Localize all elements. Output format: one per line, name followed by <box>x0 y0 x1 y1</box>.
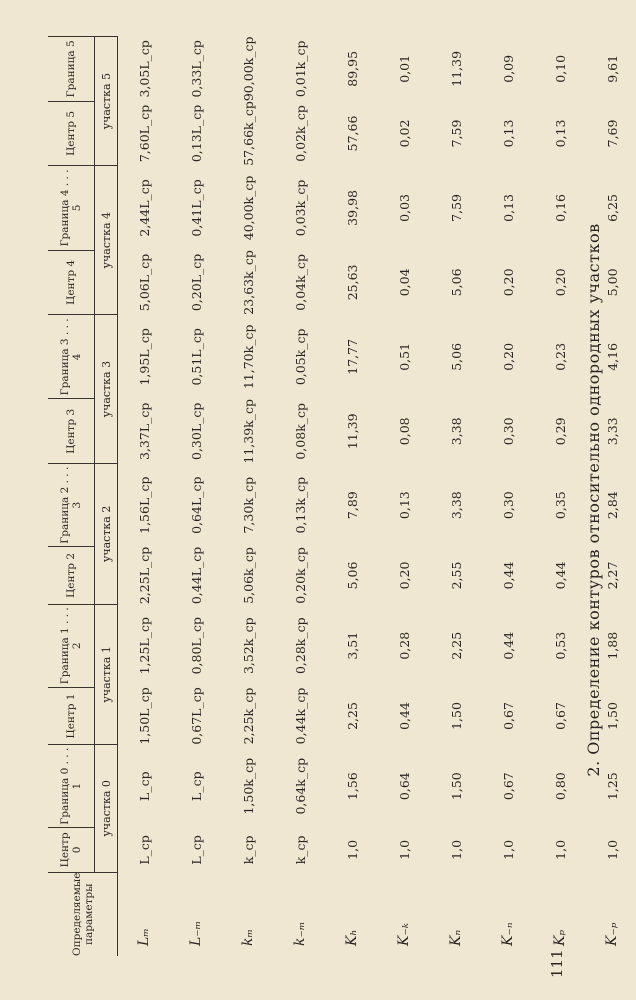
table-cell: 0,13 <box>552 119 568 148</box>
table-cell: 89,95 <box>344 50 360 87</box>
table-cell: 0,08k_cp <box>292 402 308 460</box>
contours-table <box>48 36 636 956</box>
table-body <box>118 37 636 957</box>
table-cell: 2,25k_cp <box>240 687 256 745</box>
table-cell: 0,01k_cp <box>292 40 308 98</box>
table-cell: 1,0 <box>344 839 360 860</box>
table-row <box>534 37 586 957</box>
table-cell: 1,56 <box>344 772 360 801</box>
group-label: участка 5 <box>95 37 118 166</box>
table-cell: 5,06 <box>448 268 464 297</box>
table-cell: 0,44 <box>500 561 516 590</box>
col-header: Центр 5 <box>48 101 95 166</box>
table-cell: 1,0 <box>396 839 412 860</box>
table-cell: 7,59 <box>448 119 464 148</box>
table-cell: 1,0 <box>552 839 568 860</box>
col-header: Центр 3 <box>48 399 95 464</box>
table-cell: 1,50L_cp <box>136 687 152 745</box>
table-cell: 6,25 <box>604 194 620 222</box>
table-cell: 1,25L_cp <box>136 617 152 675</box>
group-label: участка 2 <box>95 464 118 605</box>
table-cell: 25,63 <box>344 264 360 301</box>
group-label: участка 4 <box>95 166 118 315</box>
table-cell: 1,88 <box>604 631 620 660</box>
table-cell: 17,77 <box>344 338 360 375</box>
table-cell: 0,04 <box>396 268 412 297</box>
table-cell: 0,20 <box>396 561 412 590</box>
table-cell: 0,67 <box>500 772 516 801</box>
table-cell: 5,06 <box>344 561 360 590</box>
row-param-name: Lₘ <box>136 928 152 946</box>
table-cell: 1,56L_cp <box>136 476 152 534</box>
table-cell: 3,33 <box>604 417 620 446</box>
table-cell: 0,20 <box>500 268 516 297</box>
table-row <box>378 37 430 957</box>
table-row <box>482 37 534 957</box>
col-header: Граница 1 . . . 2 <box>48 604 95 687</box>
col-header: Центр 2 <box>48 547 95 604</box>
table-row <box>326 37 378 957</box>
table-cell: 0,44 <box>552 561 568 590</box>
table-cell: 4,16 <box>604 342 620 371</box>
group-row <box>95 37 118 957</box>
table-cell: 0,64 <box>396 772 412 801</box>
table-cell: 3,38 <box>448 417 464 446</box>
table-cell: 5,06L_cp <box>136 253 152 312</box>
table-cell: 40,00k_cp <box>240 175 256 241</box>
table-cell: 0,67 <box>500 702 516 730</box>
table-cell: 0,20 <box>552 268 568 297</box>
row-param-name: K₋ₚ <box>604 922 620 946</box>
table-cell: 2,25L_cp <box>136 546 152 605</box>
table-cell: 2,25 <box>344 702 360 730</box>
table-cell: 5,06 <box>448 342 464 371</box>
table-row <box>222 37 274 957</box>
table-cell: 0,20k_cp <box>292 547 308 604</box>
table-cell: 0,53 <box>552 631 568 660</box>
table-cell: 0,67 <box>552 702 568 730</box>
table-cell: 3,37L_cp <box>136 402 152 460</box>
row-param-name: kₘ <box>240 928 256 946</box>
table-cell: L_cp <box>188 835 204 865</box>
table-cell: 0,30 <box>500 491 516 520</box>
table-cell: 0,02 <box>396 119 412 148</box>
group-label: участка 1 <box>95 604 118 745</box>
table-row <box>274 37 326 957</box>
col-header: Граница 3 . . . 4 <box>48 315 95 399</box>
table-cell: 0,28 <box>396 631 412 660</box>
col-header: Центр 0 <box>48 828 95 872</box>
group-label: участка 3 <box>95 315 118 464</box>
table-cell: 3,52k_cp <box>240 617 256 675</box>
table-cell: 0,04k_cp <box>292 254 308 311</box>
table-cell: 1,0 <box>604 839 620 860</box>
table-cell: 2,27 <box>604 561 620 590</box>
table-cell: 57,66k_cp <box>240 101 256 166</box>
table-cell: 3,51 <box>344 631 360 660</box>
table-cell: 7,30k_cp <box>240 476 256 534</box>
table-cell: 2,25 <box>448 631 464 660</box>
table-cell: 0,01 <box>396 54 412 83</box>
table-cell: 1,50k_cp <box>240 757 256 815</box>
table-row <box>430 37 482 957</box>
table-cell: 0,64L_cp <box>188 476 204 534</box>
table-cell: 23,63k_cp <box>240 250 256 315</box>
table-cell: 0,33L_cp <box>188 40 204 98</box>
row-param-name: L₋ₘ <box>188 920 204 946</box>
param-header: Определяемые параметры <box>48 872 118 956</box>
row-param-name: Kₕ <box>344 929 360 946</box>
table-cell: 0,35 <box>552 491 568 520</box>
table-cell: 2,84 <box>604 491 620 520</box>
table-cell: 9,61 <box>604 54 620 83</box>
table-cell: k_cp <box>292 835 308 865</box>
table-cell: 0,30 <box>500 417 516 446</box>
table-cell: 1,50 <box>604 702 620 730</box>
table-cell: 11,39k_cp <box>240 398 256 464</box>
table-cell: 7,60L_cp <box>136 104 152 163</box>
table-cell: 0,44 <box>500 631 516 660</box>
table-cell: 5,00 <box>604 268 620 297</box>
table-cell: 0,23 <box>552 342 568 371</box>
row-param-name: K₋ₙ <box>500 922 516 946</box>
col-header: Граница 0 . . . 1 <box>48 745 95 828</box>
table-cell: 0,08 <box>396 417 412 446</box>
row-param-name: Kₙ <box>448 929 464 946</box>
table-row <box>586 37 636 957</box>
page-number: 111 <box>548 949 566 978</box>
table-cell: 57,66 <box>344 115 360 152</box>
table-cell: 1,0 <box>448 839 464 860</box>
table-cell: 0,10 <box>552 54 568 83</box>
table-cell: 2,44L_cp <box>136 179 152 237</box>
table-cell: 0,44k_cp <box>292 687 308 745</box>
row-param-name: Kₚ <box>552 929 568 946</box>
table-row <box>170 37 222 957</box>
table-cell: 0,30L_cp <box>188 402 204 460</box>
table-cell: 0,13L_cp <box>188 104 204 163</box>
table-cell: 0,20 <box>500 342 516 371</box>
table-cell: 0,29 <box>552 417 568 446</box>
table-cell: 7,59 <box>448 194 464 222</box>
table-cell: 0,44L_cp <box>188 546 204 605</box>
table-cell: 3,05L_cp <box>136 40 152 98</box>
table-cell: 0,20L_cp <box>188 253 204 312</box>
table-cell: 0,13 <box>500 119 516 148</box>
table-cell: 1,25 <box>604 772 620 801</box>
table-cell: 7,69 <box>604 119 620 148</box>
col-header: Центр 4 <box>48 250 95 315</box>
col-header: Граница 2 . . . 3 <box>48 464 95 547</box>
table-cell: 0,05k_cp <box>292 328 308 386</box>
table-cell: 0,13 <box>396 491 412 520</box>
table-cell: 1,50 <box>448 772 464 801</box>
table-cell: 0,28k_cp <box>292 617 308 675</box>
table-cell: 0,02k_cp <box>292 105 308 162</box>
table-cell: 0,80L_cp <box>188 617 204 675</box>
table-cell: 0,16 <box>552 194 568 222</box>
table-cell: L_cp <box>136 835 152 865</box>
table-cell: 0,03k_cp <box>292 179 308 237</box>
table-cell: 0,41L_cp <box>188 179 204 237</box>
table-cell: 2,55 <box>448 561 464 590</box>
col-header: Центр 1 <box>48 687 95 744</box>
table-cell: 3,38 <box>448 491 464 520</box>
table-cell: 11,39 <box>448 50 464 87</box>
table-cell: 11,39 <box>344 413 360 450</box>
table-cell: 0,09 <box>500 54 516 83</box>
row-param-name: k₋ₘ <box>292 921 308 946</box>
col-header: Граница 5 <box>48 37 95 102</box>
table-cell: 11,70k_cp <box>240 324 256 390</box>
page-title: 2. Определение контуров относительно однородных участков <box>584 223 603 777</box>
table-cell: k_cp <box>240 835 256 865</box>
header-row <box>48 37 95 957</box>
table-cell: 0,67L_cp <box>188 687 204 745</box>
row-param-name: K₋ₖ <box>396 923 412 946</box>
table-cell: 1,95L_cp <box>136 328 152 386</box>
table-cell: 7,89 <box>344 491 360 520</box>
group-label: участка 0 <box>95 745 118 872</box>
table-cell: 0,44 <box>396 702 412 730</box>
table-cell: 0,13 <box>500 194 516 222</box>
table-cell: 1,0 <box>500 839 516 860</box>
table-cell: 0,13k_cp <box>292 476 308 534</box>
table-cell: L_cp <box>188 771 204 801</box>
col-header: Граница 4 . . . 5 <box>48 166 95 250</box>
table-cell: 0,51 <box>396 342 412 371</box>
table-cell: 0,64k_cp <box>292 757 308 815</box>
table-row <box>118 37 171 957</box>
table-cell: 5,06k_cp <box>240 547 256 604</box>
table-cell: 0,51L_cp <box>188 328 204 386</box>
table-cell: L_cp <box>136 771 152 801</box>
table-cell: 39,98 <box>344 190 360 226</box>
table-cell: 1,50 <box>448 702 464 730</box>
table-cell: 0,03 <box>396 194 412 222</box>
table-cell: 90,00k_cp <box>240 36 256 102</box>
table-cell: 0,80 <box>552 772 568 801</box>
